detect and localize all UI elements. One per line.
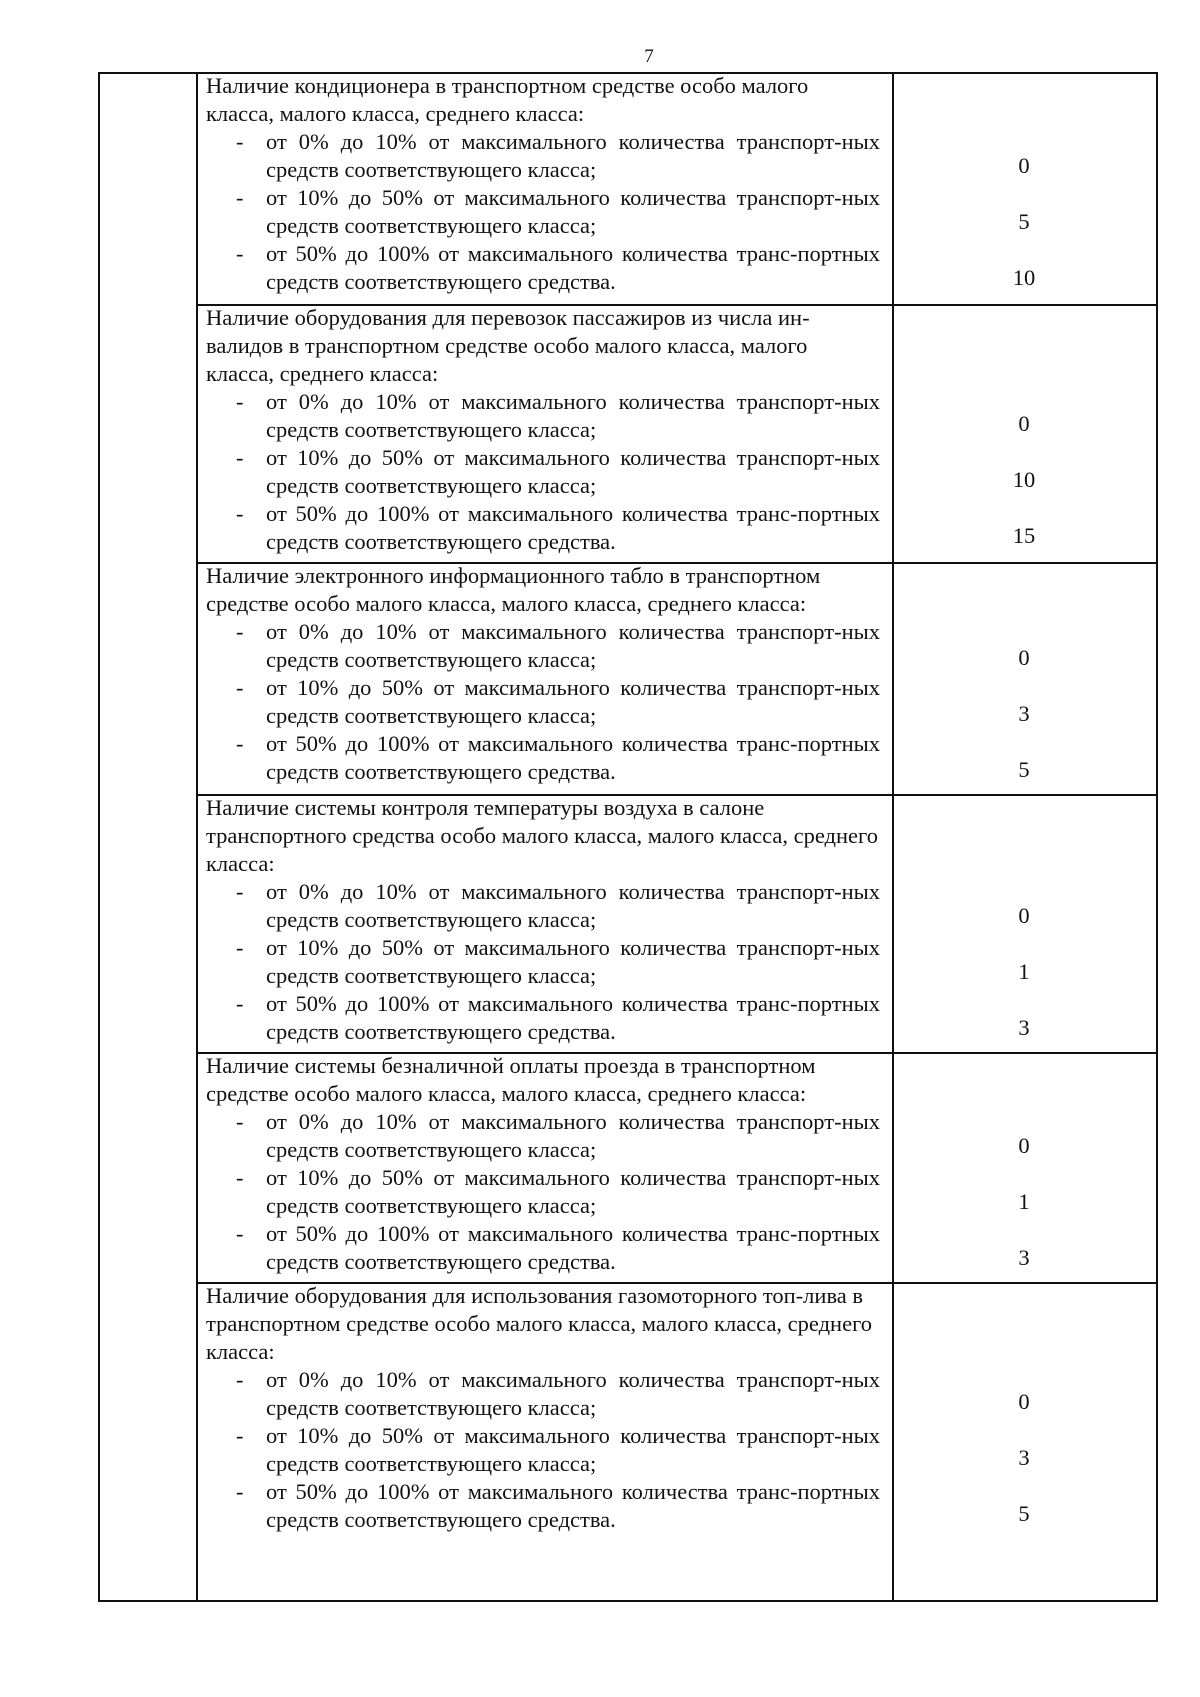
- score-value: 1: [1018, 1189, 1030, 1214]
- score-value: 5: [1018, 209, 1030, 234]
- criteria-item: - от 0% до 10% от максимального количества транспорт-ных средств соответствующего класса;: [236, 389, 880, 442]
- criteria-row: [196, 74, 1156, 304]
- criteria-title: Наличие кондиционера в транспортном средстве особо малого класса, малого класса, среднего класса:: [206, 73, 809, 126]
- criteria-item: - от 50% до 100% от максимального количества транс-портных средств соответствующего средства.: [236, 991, 880, 1044]
- score-value: 3: [1018, 1015, 1030, 1040]
- score-value: 0: [1018, 153, 1030, 178]
- criteria-item: - от 10% до 50% от максимального количества транспорт-ных средств соответствующего класса;: [236, 675, 880, 728]
- criteria-item-text: от 0% до 10% от максимального количества транспорт-ных средств соответствующего класса;: [266, 129, 880, 182]
- score-value: 0: [1018, 645, 1030, 670]
- criteria-item-text: от 50% до 100% от максимального количества транс-портных средств соответствующего средства.: [266, 1479, 880, 1532]
- criteria-description: [196, 1052, 892, 1276]
- criteria-description: [196, 1282, 892, 1534]
- criteria-item: - от 10% до 50% от максимального количества транспорт-ных средств соответствующего класса;: [236, 445, 880, 498]
- score-value: 5: [1018, 757, 1030, 782]
- criteria-row: [196, 1282, 1156, 1602]
- criteria-item-text: от 50% до 100% от максимального количества транс-портных средств соответствующего средства.: [266, 731, 880, 784]
- criteria-item: - от 50% до 100% от максимального количества транс-портных средств соответствующего средства.: [236, 1479, 880, 1532]
- criteria-item: - от 50% до 100% от максимального количества транс-портных средств соответствующего средства.: [236, 1221, 880, 1274]
- criteria-item-text: от 50% до 100% от максимального количества транс-портных средств соответствующего средства.: [266, 501, 880, 554]
- criteria-table: [98, 72, 1158, 1602]
- score-value: 0: [1018, 1133, 1030, 1158]
- criteria-item-text: от 50% до 100% от максимального количества транс-портных средств соответствующего средства.: [266, 991, 880, 1044]
- criteria-item-text: от 0% до 10% от максимального количества транспорт-ных средств соответствующего класса;: [266, 879, 880, 932]
- criteria-item-text: от 10% до 50% от максимального количества транспорт-ных средств соответствующего класса;: [266, 1165, 880, 1218]
- score-value: 10: [1012, 265, 1036, 290]
- criteria-title: Наличие оборудования для перевозок пассажиров из числа ин-валидов в транспортном средстве особо малого класса, малого класса, среднего класса:: [206, 305, 810, 386]
- criteria-item: - от 50% до 100% от максимального количества транс-портных средств соответствующего средства.: [236, 241, 880, 294]
- criteria-row: [196, 794, 1156, 1054]
- criteria-description: [196, 72, 892, 296]
- criteria-title: Наличие электронного информационного табло в транспортном средстве особо малого класса, малого класса, среднего класса:: [206, 563, 821, 616]
- score-value: 1: [1018, 959, 1030, 984]
- score-value: 5: [1018, 1501, 1030, 1526]
- criteria-item: - от 10% до 50% от максимального количества транспорт-ных средств соответствующего класса;: [236, 185, 880, 238]
- criteria-title: Наличие оборудования для использования газомоторного топ-лива в транспортном средстве особо малого класса, малого класса, среднего класса:: [206, 1283, 873, 1364]
- criteria-item-text: от 0% до 10% от максимального количества транспорт-ных средств соответствующего класса;: [266, 389, 880, 442]
- score-cell: [892, 1054, 1156, 1284]
- score-cell: [892, 796, 1156, 1054]
- criteria-description: [196, 562, 892, 786]
- score-value: 0: [1018, 411, 1030, 436]
- criteria-item-text: от 10% до 50% от максимального количества транспорт-ных средств соответствующего класса;: [266, 675, 880, 728]
- criteria-title: Наличие системы контроля температуры воздуха в салоне транспортного средства особо малого класса, малого класса, среднего класса:: [206, 795, 878, 876]
- score-value: 0: [1018, 1389, 1030, 1414]
- criteria-description: [196, 794, 892, 1046]
- score-value: 3: [1018, 1245, 1030, 1270]
- criteria-item: - от 10% до 50% от максимального количества транспорт-ных средств соответствующего класса;: [236, 1165, 880, 1218]
- criteria-item: - от 0% до 10% от максимального количества транспорт-ных средств соответствующего класса;: [236, 1109, 880, 1162]
- score-value: 3: [1018, 1445, 1030, 1470]
- criteria-row: [196, 562, 1156, 796]
- criteria-item: - от 50% до 100% от максимального количества транс-портных средств соответствующего средства.: [236, 501, 880, 554]
- criteria-item-text: от 0% до 10% от максимального количества транспорт-ных средств соответствующего класса;: [266, 1367, 880, 1420]
- criteria-item: - от 10% до 50% от максимального количества транспорт-ных средств соответствующего класса;: [236, 1423, 880, 1476]
- score-cell: [892, 564, 1156, 796]
- criteria-item-text: от 50% до 100% от максимального количества транс-портных средств соответствующего средства.: [266, 1221, 880, 1274]
- criteria-item: - от 0% до 10% от максимального количества транспорт-ных средств соответствующего класса;: [236, 619, 880, 672]
- criteria-item: - от 0% до 10% от максимального количества транспорт-ных средств соответствующего класса;: [236, 1367, 880, 1420]
- criteria-item: - от 10% до 50% от максимального количества транспорт-ных средств соответствующего класса;: [236, 935, 880, 988]
- criteria-item-text: от 0% до 10% от максимального количества транспорт-ных средств соответствующего класса;: [266, 619, 880, 672]
- criteria-item: - от 0% до 10% от максимального количества транспорт-ных средств соответствующего класса;: [236, 879, 880, 932]
- criteria-item: - от 0% до 10% от максимального количества транспорт-ных средств соответствующего класса;: [236, 129, 880, 182]
- criteria-item-text: от 10% до 50% от максимального количества транспорт-ных средств соответствующего класса;: [266, 445, 880, 498]
- page-number: 7: [644, 46, 654, 67]
- criteria-row: [196, 304, 1156, 564]
- criteria-item-text: от 10% до 50% от максимального количества транспорт-ных средств соответствующего класса;: [266, 935, 880, 988]
- criteria-item-text: от 50% до 100% от максимального количества транс-портных средств соответствующего средства.: [266, 241, 880, 294]
- score-value: 15: [1012, 523, 1036, 548]
- criteria-title: Наличие системы безналичной оплаты проезда в транспортном средстве особо малого класса, малого класса, среднего класса:: [206, 1053, 816, 1106]
- criteria-row: [196, 1052, 1156, 1284]
- score-cell: [892, 306, 1156, 564]
- criteria-item: - от 50% до 100% от максимального количества транс-портных средств соответствующего средства.: [236, 731, 880, 784]
- criteria-item-text: от 10% до 50% от максимального количества транспорт-ных средств соответствующего класса;: [266, 1423, 880, 1476]
- criteria-item-text: от 10% до 50% от максимального количества транспорт-ных средств соответствующего класса;: [266, 185, 880, 238]
- score-value: 10: [1012, 467, 1036, 492]
- criteria-item-text: от 0% до 10% от максимального количества транспорт-ных средств соответствующего класса;: [266, 1109, 880, 1162]
- score-cell: [892, 74, 1156, 304]
- score-cell: [892, 1284, 1156, 1602]
- score-value: 3: [1018, 701, 1030, 726]
- criteria-description: [196, 304, 892, 556]
- score-value: 0: [1018, 903, 1030, 928]
